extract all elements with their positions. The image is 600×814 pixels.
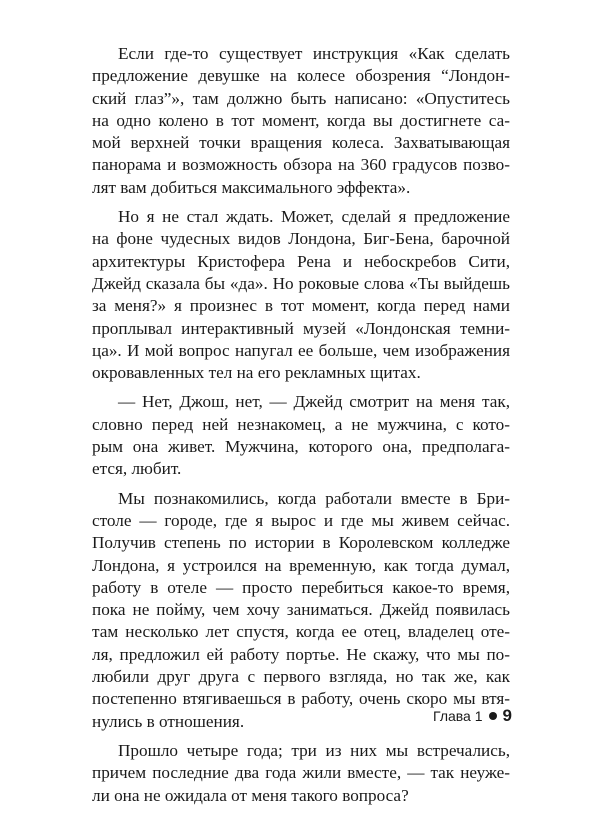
text-line: ца». И мой вопрос напугал ее больше, чем изображения [92,340,510,360]
text-line: — Нет, Джош, нет, — Джейд смотрит на меня так, [118,392,510,412]
text-line: лят вам добиться максимального эффекта». [92,177,411,197]
text-line: ли она не ожидала от меня такого вопроса? [92,785,409,805]
bullet-icon [489,712,497,720]
text-line: Прошло четыре года; три из них мы встречались, [118,740,510,760]
text-line: постепенно втягиваешься в работу, очень скоро мы втя- [92,689,510,709]
text-line: панорама и возможность обзора на 360 градусов позво- [92,155,510,175]
text-line: там несколько лет спустя, когда ее отец, владелец оте- [92,622,510,642]
text-line: любили друг друга с первого взгляда, но так же, как [92,667,510,687]
text-line: нулись в отношения. [92,711,245,731]
paragraph [92,43,510,199]
text-line: рым она живет. Мужчина, которого она, предполага- [92,437,510,457]
text-line: Мы познакомились, когда работали вместе в Бри- [118,488,510,508]
paragraph [92,488,510,733]
text-line: архитектуры Кристофера Рена и небоскребов Сити, [92,251,510,271]
chapter-label: Глава 1 [433,708,483,724]
text-line: столе — городе, где я вырос и где мы живем сейчас. [92,510,510,530]
text-line: Если где-то существует инструкция «Как сделать [118,44,510,63]
text-line: ля, предложил ей работу портье. Не скажу, что мы по- [92,644,510,664]
body-text [92,43,510,814]
paragraph [92,206,510,384]
page-number: 9 [502,706,512,725]
text-line: Но я не стал ждать. Может, сделай я предложение [118,207,510,227]
text-line: пока не пойму, чем хочу заниматься. Джейд появилась [92,600,510,620]
text-line: окровавленных тел на его рекламных щитах. [92,363,421,383]
text-line: на фоне чудесных видов Лондона, Биг-Бена, барочной [92,229,510,249]
text-line: на одно колено в тот момент, когда вы достигнете са- [92,110,510,130]
text-line: Лондона, я устроился на временную, как тогда думал, [92,555,510,575]
text-line: мой верхней точки вращения колеса. Захватывающая [92,133,510,153]
text-line: причем последние два года жили вместе, — так неуже- [92,763,510,783]
text-line: за меня?» я произнес в тот момент, когда перед нами [92,296,510,316]
text-line: ский глаз”», там должно быть написано: «Опуститесь [92,88,510,108]
text-line: работу в отеле — просто перебиться какое-то время, [92,577,510,597]
paragraph [92,391,510,480]
text-line: словно перед ней незнакомец, а не мужчина, с кото- [92,414,510,434]
text-line: ется, любит. [92,459,182,479]
page-footer [433,704,512,728]
text-line: проплывал интерактивный музей «Лондонская темни- [92,318,510,338]
text-line: предложение девушке на колесе обозрения “Лондон- [92,66,510,86]
text-line: Получив степень по истории в Королевском колледже [92,533,510,553]
text-line: Джейд сказала бы «да». Но роковые слова «Ты выйдешь [92,273,510,293]
